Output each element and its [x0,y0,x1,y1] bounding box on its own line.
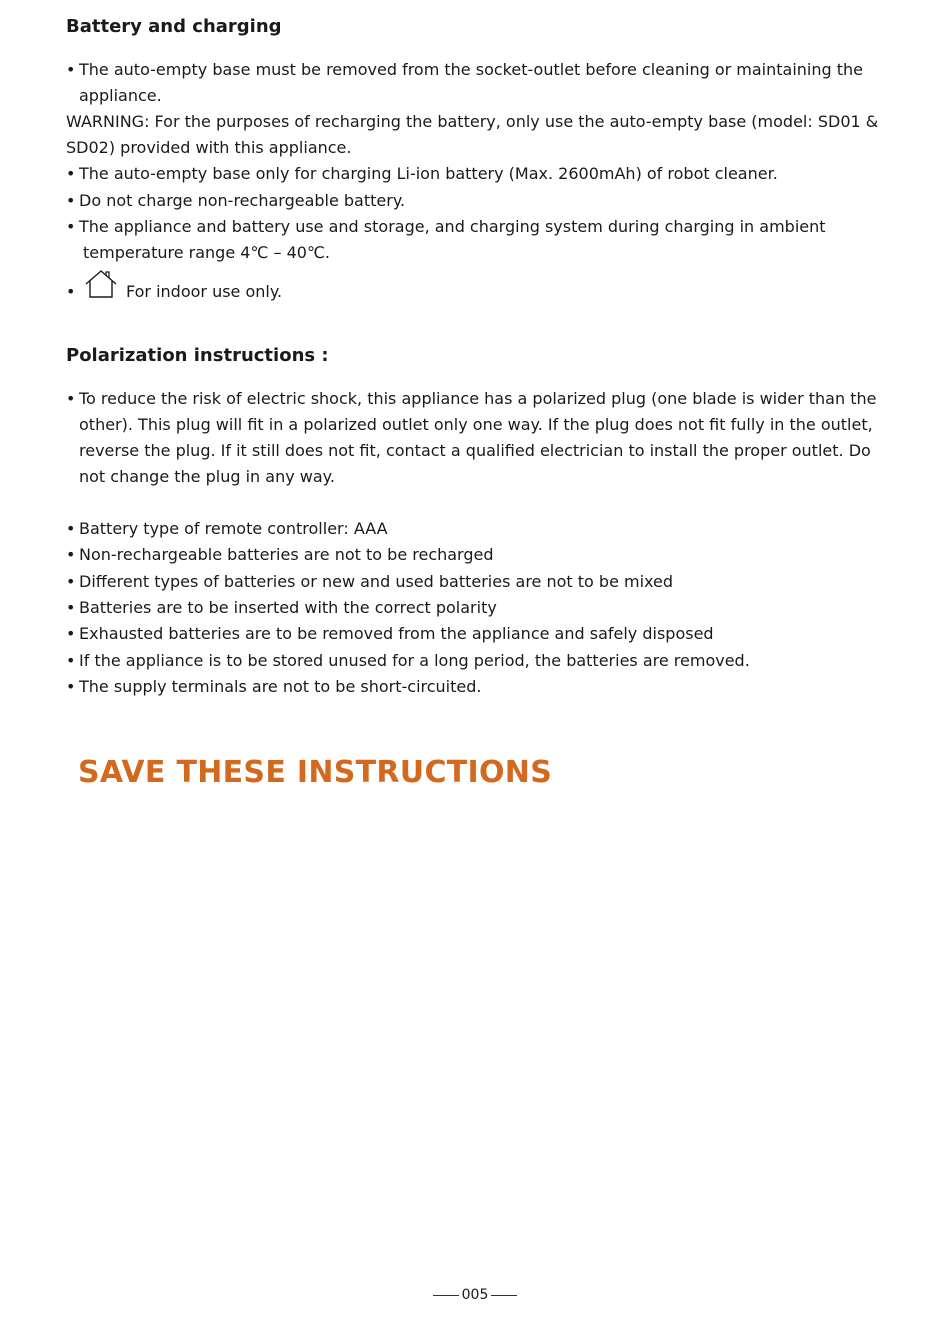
remote-battery-item-6-text: If the appliance is to be stored unused for a long period, the batteries are removed. [79,651,750,670]
bullet: • [66,519,76,538]
battery-item-2-text: The auto-empty base only for charging Li-ion battery (Max. 2600mAh) of robot cleaner. [79,164,778,183]
remote-battery-item-4-text: Batteries are to be inserted with the correct polarity [79,598,497,617]
warning-text: WARNING: For the purposes of recharging the battery, only use the auto-empty base (model: SD01 & [66,112,879,131]
indoor-text: For indoor use only. [126,282,283,301]
polarization-item-cont-3: not change the plug in any way. [79,467,335,486]
bullet: • [66,545,76,564]
battery-item-2 [66,161,778,187]
page-number: 005 [461,1287,489,1303]
remote-battery-item-3 [66,569,673,595]
remote-battery-item-1 [66,516,388,542]
battery-item-4 [66,214,826,240]
remote-battery-item-4 [66,595,497,621]
house-icon [84,268,118,300]
bullet: • [66,677,76,696]
bullet: • [66,60,76,79]
bullet: • [66,282,76,301]
bullet: • [66,164,76,183]
battery-heading: Battery and charging [66,16,282,37]
footer-rule-left [433,1295,459,1296]
warning-text-cont: SD02) provided with this appliance. [66,138,352,157]
remote-battery-item-5-text: Exhausted batteries are to be removed from the appliance and safely disposed [79,624,714,643]
polarization-item-cont-1: other). This plug will fit in a polarized outlet only one way. If the plug does not fit fully in the outlet, [79,415,873,434]
bullet: • [66,572,76,591]
polarization-heading: Polarization instructions : [66,345,329,366]
battery-item-1-cont: appliance. [79,86,162,105]
bullet: • [66,598,76,617]
polarization-item-text: To reduce the risk of electric shock, this appliance has a polarized plug (one blade is wider than the [79,389,877,408]
bullet: • [66,651,76,670]
bullet: • [66,191,76,210]
remote-battery-item-3-text: Different types of batteries or new and used batteries are not to be mixed [79,572,674,591]
page-footer [0,1284,950,1306]
polarization-item [66,386,876,412]
battery-item-1 [66,57,863,83]
battery-item-4-cont: temperature range 4℃ – 40℃. [83,243,330,262]
remote-battery-item-1-text: Battery type of remote controller: AAA [79,519,388,538]
bullet: • [66,217,76,236]
polarization-item-cont-2: reverse the plug. If it still does not fit, contact a qualified electrician to install the proper outlet. Do [79,441,871,460]
battery-item-3 [66,188,405,214]
remote-battery-item-7-text: The supply terminals are not to be short-circuited. [79,677,482,696]
footer-rule-right [491,1295,517,1296]
remote-battery-item-6 [66,648,750,674]
remote-battery-item-5 [66,621,714,647]
bullet: • [66,624,76,643]
remote-battery-item-2 [66,542,494,568]
bullet: • [66,389,76,408]
battery-item-1-text: The auto-empty base must be removed from the socket-outlet before cleaning or maintaining the [79,60,864,79]
save-instructions-title: SAVE THESE INSTRUCTIONS [78,755,553,790]
battery-item-4-text: The appliance and battery use and storage, and charging system during charging in ambient [79,217,826,236]
remote-battery-item-7 [66,674,481,700]
remote-battery-item-2-text: Non-rechargeable batteries are not to be recharged [79,545,494,564]
indoor-item [66,279,79,305]
battery-item-3-text: Do not charge non-rechargeable battery. [79,191,406,210]
